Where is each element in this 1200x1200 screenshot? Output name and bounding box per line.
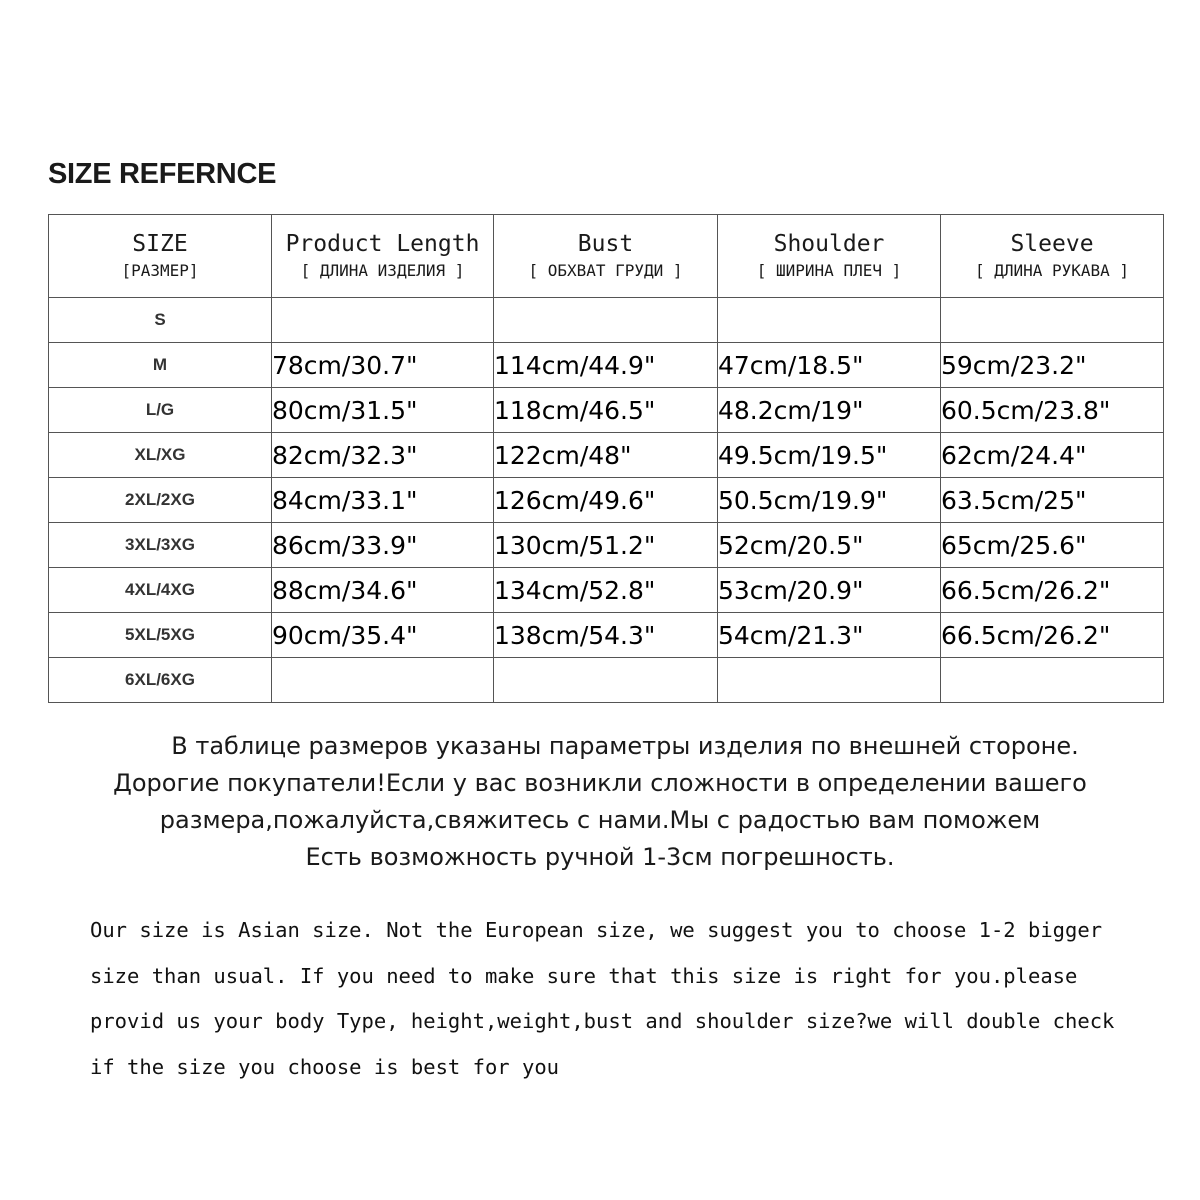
bust-cell: 126cm/49.6" [494,478,718,523]
russian-note-line: Дорогие покупатели!Если у вас возникли сложности в определении вашего [113,769,1087,797]
header-bust-label-ru: [ ОБХВАТ ГРУДИ ] [528,261,683,280]
header-product-length [272,215,494,298]
header-bust-label: Bust [577,231,634,257]
size-cell: 6XL/6XG [49,658,272,703]
table-row [49,613,1164,658]
sleeve-cell: 60.5cm/23.8" [941,388,1164,433]
sleeve-cell [941,298,1164,343]
russian-size-note [0,728,1200,876]
sleeve-cell: 65cm/25.6" [941,523,1164,568]
header-size-label: SIZE [132,231,188,257]
shoulder-cell: 52cm/20.5" [718,523,941,568]
sleeve-cell: 62cm/24.4" [941,433,1164,478]
bust-cell: 138cm/54.3" [494,613,718,658]
english-note-line: size than usual. If you need to make sure that this size is right for you.please [90,963,1078,988]
header-product-length-label: Product Length [285,231,480,257]
length-cell [272,298,494,343]
size-cell: M [49,343,272,388]
bust-cell: 122cm/48" [494,433,718,478]
bust-cell [494,658,718,703]
size-cell: 2XL/2XG [49,478,272,523]
header-size [49,215,272,298]
sleeve-cell: 66.5cm/26.2" [941,568,1164,613]
size-cell: L/G [49,388,272,433]
size-chart-table [48,214,1164,703]
russian-note-line: размера,пожалуйста,свяжитесь с нами.Мы с радостью вам поможем [159,806,1041,834]
sleeve-cell: 66.5cm/26.2" [941,613,1164,658]
shoulder-cell: 54cm/21.3" [718,613,941,658]
size-cell: 5XL/5XG [49,613,272,658]
header-bust [494,215,718,298]
length-cell: 88cm/34.6" [272,568,494,613]
size-cell: XL/XG [49,433,272,478]
length-cell: 90cm/35.4" [272,613,494,658]
length-cell: 84cm/33.1" [272,478,494,523]
table-row [49,433,1164,478]
shoulder-cell: 50.5cm/19.9" [718,478,941,523]
shoulder-cell: 48.2cm/19" [718,388,941,433]
table-row [49,658,1164,703]
bust-cell [494,298,718,343]
bust-cell: 134cm/52.8" [494,568,718,613]
table-row [49,388,1164,433]
table-row [49,478,1164,523]
shoulder-cell [718,658,941,703]
length-cell: 80cm/31.5" [272,388,494,433]
size-reference-title: SIZE REFERNCE [48,158,277,190]
header-sleeve [941,215,1164,298]
english-note-line: Our size is Asian size. Not the European size, we suggest you to choose 1-2 bigger [90,918,1103,942]
russian-note-line: Есть возможность ручной 1-3см погрешность. [305,843,895,871]
bust-cell: 130cm/51.2" [494,523,718,568]
table-header-row [49,215,1164,298]
table-row [49,523,1164,568]
bust-cell: 114cm/44.9" [494,343,718,388]
shoulder-cell: 53cm/20.9" [718,568,941,613]
size-cell: 4XL/4XG [49,568,272,613]
header-size-label-ru: [РАЗМЕР] [121,261,199,280]
shoulder-cell: 49.5cm/19.5" [718,433,941,478]
length-cell: 78cm/30.7" [272,343,494,388]
sleeve-cell [941,658,1164,703]
shoulder-cell [718,298,941,343]
header-shoulder [718,215,941,298]
table-row [49,298,1164,343]
length-cell: 86cm/33.9" [272,523,494,568]
length-cell [272,658,494,703]
length-cell: 82cm/32.3" [272,433,494,478]
size-cell: S [49,298,272,343]
table-row [49,568,1164,613]
bust-cell: 118cm/46.5" [494,388,718,433]
english-note-line: if the size you choose is best for you [90,1054,559,1079]
russian-note-line: В таблице размеров указаны параметры изделия по внешней стороне. [171,732,1079,760]
shoulder-cell: 47cm/18.5" [718,343,941,388]
header-shoulder-label: Shoulder [773,231,885,257]
sleeve-cell: 59cm/23.2" [941,343,1164,388]
header-sleeve-label-ru: [ ДЛИНА РУКАВА ] [974,261,1130,280]
english-note-line: provid us your body Type, height,weight,bust and shoulder size?we will double check [90,1009,1115,1033]
header-product-length-label-ru: [ ДЛИНА ИЗДЕЛИЯ ] [300,261,465,280]
header-sleeve-label: Sleeve [1010,231,1094,257]
english-size-note [90,908,1180,1090]
sleeve-cell: 63.5cm/25" [941,478,1164,523]
table-row [49,343,1164,388]
size-cell: 3XL/3XG [49,523,272,568]
header-shoulder-label-ru: [ ШИРИНА ПЛЕЧ ] [756,261,902,280]
